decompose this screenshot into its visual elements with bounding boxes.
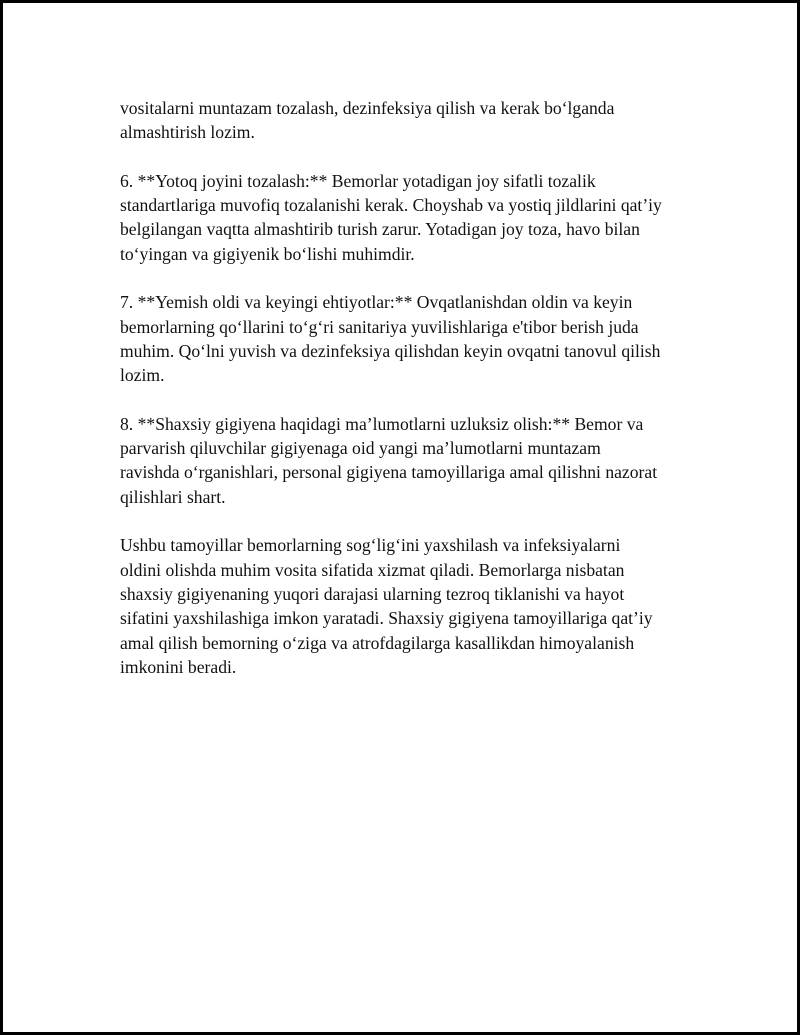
document-body bbox=[120, 96, 720, 703]
paragraph-item-6: 6. **Yotoq joyini tozalash:** Bemorlar yotadigan joy sifatli tozalik standartlariga muvofiq tozalanishi kerak. Choyshab va yostiq jildlarini qat’iy belgilangan vaqtta almashtirib turish zarur. Yotadigan joy toza, havo bilan to‘yingan va gigiyenik bo‘lishi muhimdir. bbox=[120, 170, 662, 264]
paragraph-item-8: 8. **Shaxsiy gigiyena haqidagi ma’lumotlarni uzluksiz olish:** Bemor va parvarish qiluvchilar gigiyenaga oid yangi ma’lumotlarni muntazam ravishda o‘rganishlari, personal gigiyena tamoyillariga amal qilishni nazorat qilishlari shart. bbox=[120, 413, 658, 507]
paragraph-conclusion: Ushbu tamoyillar bemorlarning sog‘lig‘ini yaxshilash va infeksiyalarni oldini olishda muhim vosita sifatida xizmat qiladi. Bemorlarga nisbatan shaxsiy gigiyenaning yuqori darajasi ularning tezroq tiklanishi va hayot sifatini yaxshilashiga imkon yaratadi. Shaxsiy gigiyena tamoyillariga qat’iy amal qilish bemorning o‘ziga va atrofdagilarga kasallikdan himoyalanish imkonini beradi. bbox=[120, 535, 653, 677]
paragraph-continuation: vositalarni muntazam tozalash, dezinfeksiya qilish va kerak bo‘lganda almashtirish lozim. bbox=[120, 98, 615, 143]
paragraph-item-7: 7. **Yemish oldi va keyingi ehtiyotlar:** Ovqatlanishdan oldin va keyin bemorlarning qo‘llarini to‘g‘ri sanitariya yuvilishlariga e'tibor berish juda muhim. Qo‘lni yuvish va dezinfeksiya qilishdan keyin ovqatni tanovul qilish lozim. bbox=[120, 292, 661, 386]
